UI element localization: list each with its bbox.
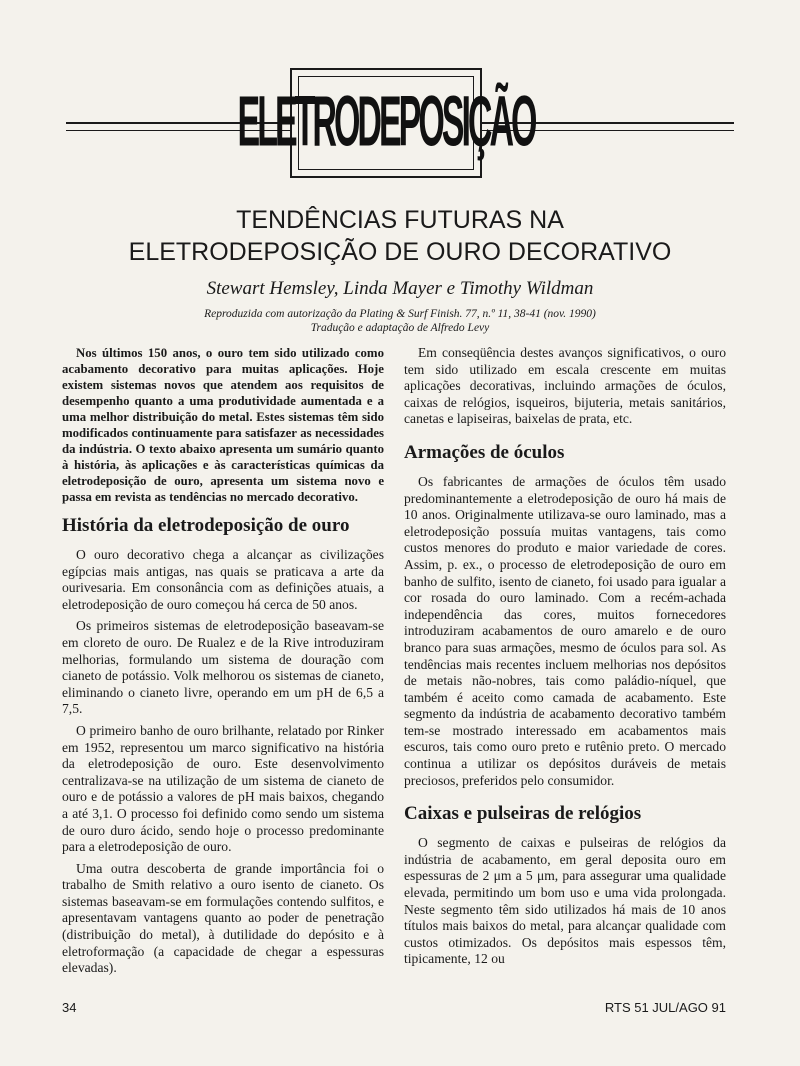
article-title-line-1: TENDÊNCIAS FUTURAS NA xyxy=(236,206,564,234)
journal-issue: RTS 51 JUL/AGO 91 xyxy=(604,1000,726,1015)
heading-historia: História da eletrodeposição de ouro xyxy=(62,515,350,536)
article-credit-translation: Tradução e adaptação de Alfredo Levy xyxy=(310,322,490,334)
paragraph: Os primeiros sistemas de eletrodeposição baseavam-se em cloreto de ouro. De Rualez e de la Rive introduziram melhorias, formulando um sistema de douração com cianeto de potássio. Volk melhorou os sistemas de cianeto, eliminando o cianeto livre, operando em um pH de 6,5 a 7,5. xyxy=(62,618,384,717)
heading-armacoes-de-oculos: Armações de óculos xyxy=(404,441,565,463)
paragraph: Uma outra descoberta de grande importância foi o trabalho de Smith relativo a ouro isento de cianeto. Os sistemas baseavam-se em formulações contendo sulfitos, e apresentavam vantagens quanto ao poder de penetração (distribuição do metal), à dutilidade do depósito e à eletroformação (a capacidade de chegar a espessuras elevadas). xyxy=(62,860,384,976)
article-credit-source: Reproduzida com autorização da Plating & Surf Finish. 77, n.º 11, 38-41 (nov. 1990) xyxy=(204,308,596,320)
paragraph: Em conseqüência destes avanços significativos, o ouro tem sido utilizado em escala crescente em muitas aplicações decorativas, incluindo armações de óculos, caixas de relógios, isqueiros, bijuteria, metais sanitários, canetas e lapiseiras, baixelas de prata, etc. xyxy=(404,345,726,427)
section-banner-inner xyxy=(237,76,535,170)
heading-caixas-e-pulseiras: Caixas e pulseiras de relógios xyxy=(404,803,642,825)
article-authors: Stewart Hemsley, Linda Mayer e Timothy Wildman xyxy=(206,278,594,299)
left-column xyxy=(62,345,384,982)
paragraph: O ouro decorativo chega a alcançar as civilizações egípcias mais antigas, nas quais se praticava a arte da ourivesaria. Em consonância com as definições atuais, a eletrodeposição de ouro começou há cerca de 50 anos. xyxy=(62,547,384,612)
abstract-paragraph: Nos últimos 150 anos, o ouro tem sido utilizado como acabamento decorativo para muitas aplicações. Hoje existem sistemas novos que atendem aos requisitos de desempenho quanto a uma produtividade aumentada e a uma melhor distribuição do metal. Estes sistemas têm sido modificados continuamente para satisfazer as necessidades da indústria. O texto abaixo apresenta um sumário quanto à história, às aplicações e às características químicas da eletrodeposição de ouro, apresenta um sistema novo e passa em revista as tendências no mercado decorativo. xyxy=(62,346,384,504)
paragraph: O segmento de caixas e pulseiras de relógios da indústria de acabamento, em geral deposita ouro em espessuras de 2 μm a 5 μm, para assegurar uma qualidade elevada, permitindo um bom uso e uma vida prolongada. Neste segmento têm sido utilizados há mais de 10 anos títulos mais baixos do metal, para alcançar qualidade com custos otimizados. Os depósitos mais espessos têm, tipicamente, 12 ou xyxy=(404,835,726,967)
paragraph: Os fabricantes de armações de óculos têm usado predominantemente a eletrodeposição de ouro há mais de 10 anos. Originalmente utilizava-se ouro laminado, mas a eletrodeposição possuía muitas vantagens, tais como custos menores do produto e maior variedade de cores. Assim, p. ex., o processo de eletrodeposição de ouro em banho de sulfito, isento de cianeto, foi usado para igualar a cor rosada do ouro laminado. Com a recém-achada independência das cores, muitos fornecedores introduziram acabamentos de ouro amarelo e de ouro branco para suas armações, mesmo de óculos para sol. As tendências mais recentes incluem melhorias nos depósitos de metais não-nobres, tais como paládio-níquel, que também é aceito como camada de acabamento. Este segmento da indústria de acabamento decorativo também tem-se mostrado interessado em acabamentos mais escuros, tais como ouro preto e rutênio preto. O mercado continua a utilizar os depósitos duráveis de metais preciosos, preferidos pelo consumidor. xyxy=(404,473,726,788)
section-label: ELETRODEPOSIÇÃO xyxy=(237,82,535,162)
section-banner xyxy=(237,68,535,178)
right-column xyxy=(404,345,726,973)
paragraph: O primeiro banho de ouro brilhante, relatado por Rinker em 1952, representou um marco significativo na história da eletrodeposição de ouro. Este desenvolvimento centralizava-se na utilização de um sistema de cianeto de ouro e de potássio a valores de pH mais baixos, chegando a até 3,1. O processo foi definido como sendo um sistema de ouro duro ácido, sendo hoje o processo predominante para a eletrodeposição de ouro. xyxy=(62,722,384,855)
page-number: 34 xyxy=(62,1000,77,1015)
article-title-line-2: ELETRODEPOSIÇÃO DE OURO DECORATIVO xyxy=(128,238,672,266)
